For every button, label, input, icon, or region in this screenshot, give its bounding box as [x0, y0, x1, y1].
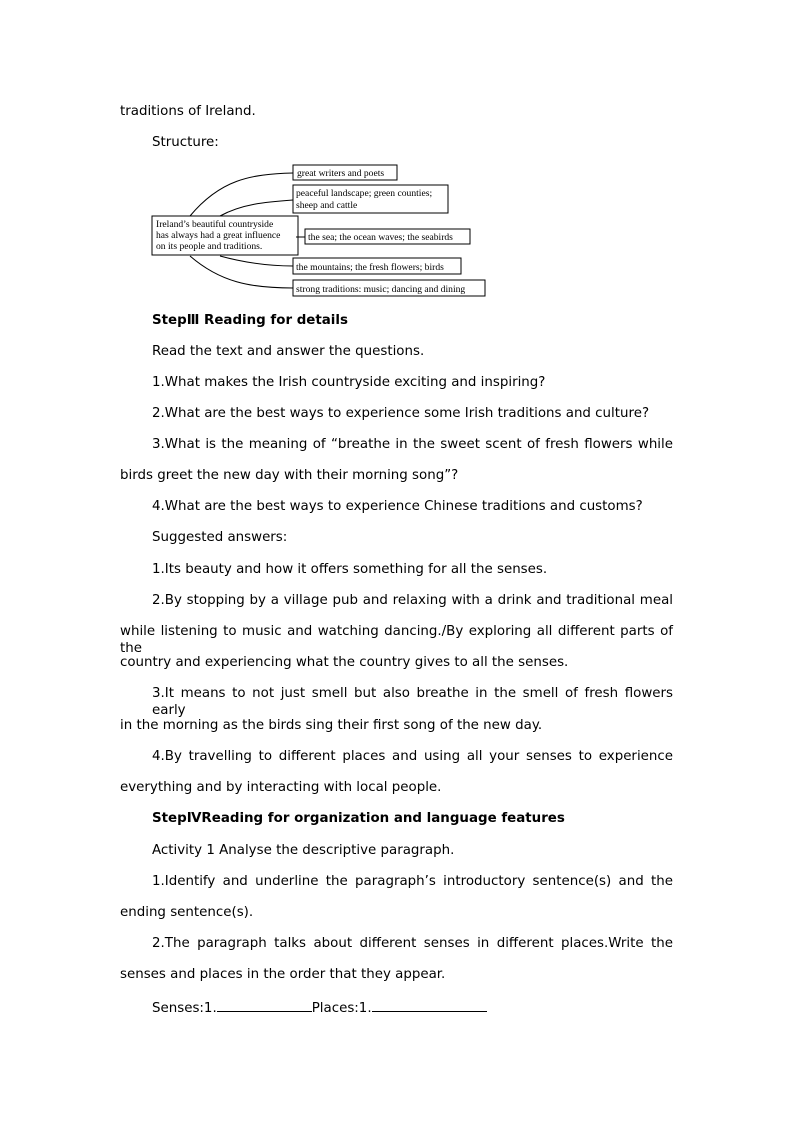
answer-2-line-1: 2.By stopping by a village pub and relaxing with a drink and traditional meal	[152, 593, 673, 608]
suggested-answers-label: Suggested answers:	[152, 530, 288, 545]
senses-blank[interactable]	[217, 998, 312, 1012]
instruction-1-line-2: ending sentence(s).	[120, 905, 254, 920]
center-line-2: has always had a great influence	[156, 230, 281, 241]
branch-3-line-1: the sea; the ocean waves; the seabirds	[308, 232, 453, 243]
branch-5-line-1: strong traditions: music; dancing and dining	[296, 284, 466, 295]
question-3-line-1: 3.What is the meaning of “breathe in the sweet scent of fresh flowers while	[152, 437, 673, 452]
fill-in-row	[152, 998, 487, 1017]
answer-3-line-2: in the morning as the birds sing their first song of the new day.	[120, 718, 543, 733]
connector-2	[220, 200, 293, 216]
branch-1-line-1: great writers and poets	[297, 168, 385, 179]
connector-1	[190, 173, 293, 216]
places-blank[interactable]	[372, 998, 487, 1012]
question-3-line-2: birds greet the new day with their morning song”?	[120, 468, 459, 483]
answer-3-line-1: 3.It means to not just smell but also breathe in the smell of fresh flowers early	[152, 686, 673, 718]
intro-tail: traditions of Ireland.	[120, 104, 256, 119]
center-line-1: Ireland’s beautiful countryside	[156, 219, 274, 230]
instruction-2-line-1: 2.The paragraph talks about different senses in different places.Write the	[152, 936, 673, 951]
structure-diagram	[150, 160, 490, 302]
step3-heading: StepⅢ Reading for details	[152, 313, 348, 328]
center-line-3: on its people and traditions.	[156, 241, 263, 252]
structure-label: Structure:	[152, 135, 219, 150]
branch-2-line-2: sheep and cattle	[296, 200, 358, 211]
answer-2-line-2: while listening to music and watching dancing./By exploring all different parts of the	[120, 624, 673, 656]
senses-label: Senses:1.	[152, 1001, 217, 1016]
question-4: 4.What are the best ways to experience Chinese traditions and customs?	[152, 499, 643, 514]
places-label: Places:1.	[311, 1001, 372, 1016]
branch-2-line-1: peaceful landscape; green counties;	[296, 188, 433, 199]
step4-heading: StepⅣReading for organization and language features	[152, 811, 565, 826]
instruction-1-line-1: 1.Identify and underline the paragraph’s introductory sentence(s) and the	[152, 874, 673, 889]
instruction-2-line-2: senses and places in the order that they appear.	[120, 967, 446, 982]
question-2: 2.What are the best ways to experience some Irish traditions and culture?	[152, 406, 650, 421]
branch-4-line-1: the mountains; the fresh flowers; birds	[296, 262, 444, 273]
question-1: 1.What makes the Irish countryside exciting and inspiring?	[152, 375, 546, 390]
activity-1-label: Activity 1 Analyse the descriptive paragraph.	[152, 843, 455, 858]
answer-4-line-2: everything and by interacting with local people.	[120, 780, 442, 795]
answer-2-line-3: country and experiencing what the country gives to all the senses.	[120, 655, 569, 670]
connector-4	[220, 256, 293, 266]
answer-4-line-1: 4.By travelling to different places and using all your senses to experience	[152, 749, 673, 764]
step3-instruction: Read the text and answer the questions.	[152, 344, 425, 359]
answer-1: 1.Its beauty and how it offers something for all the senses.	[152, 562, 548, 577]
